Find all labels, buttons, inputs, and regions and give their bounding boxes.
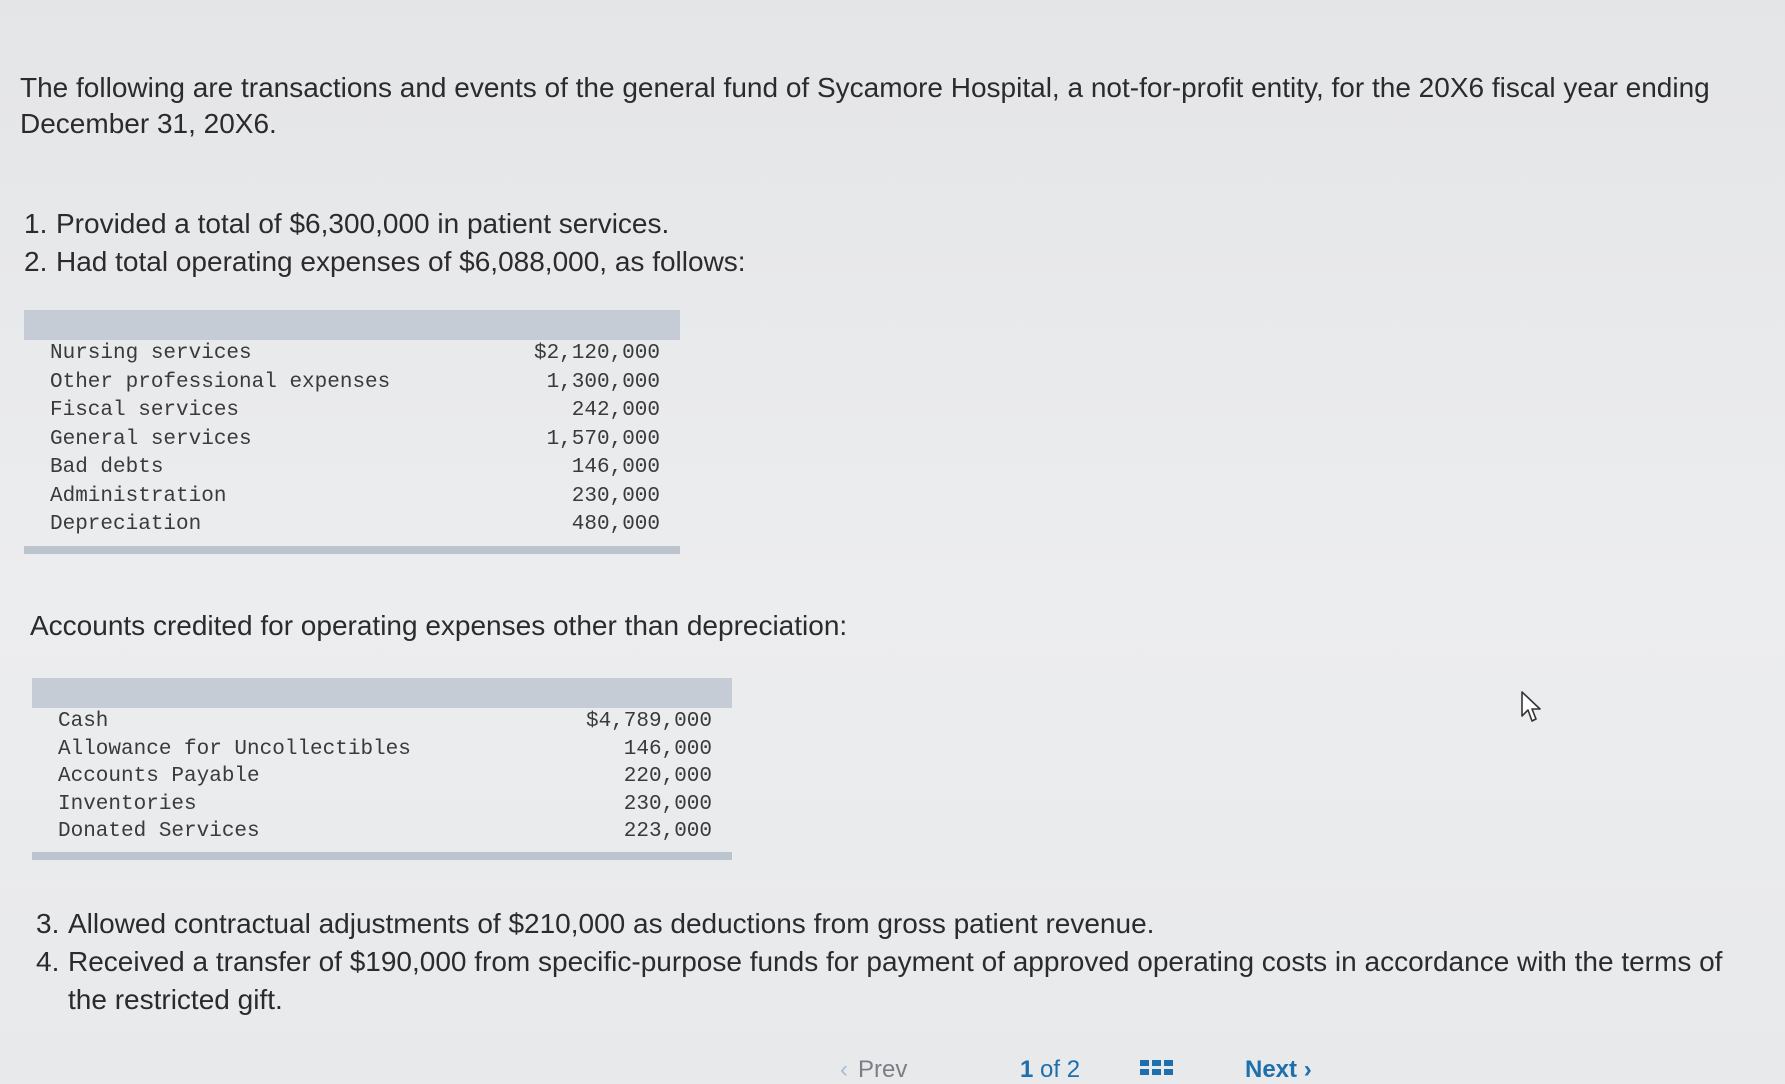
row-value: $4,789,000 bbox=[585, 710, 712, 733]
item-number: 2. bbox=[24, 246, 48, 277]
row-label: Nursing services bbox=[50, 342, 252, 365]
row-value: 146,000 bbox=[571, 456, 660, 479]
item-number: 1. bbox=[24, 208, 48, 239]
row-label: Other professional expenses bbox=[50, 370, 391, 394]
row-label: Administration bbox=[50, 484, 227, 508]
total-pages: 2 bbox=[1066, 1056, 1081, 1083]
table-row bbox=[24, 369, 680, 398]
transaction-list-top bbox=[24, 205, 746, 281]
row-value: 1,300,000 bbox=[546, 370, 660, 394]
list-item bbox=[24, 205, 746, 243]
row-value: 146,000 bbox=[623, 737, 712, 761]
row-label: Depreciation bbox=[50, 513, 202, 536]
row-label: Cash bbox=[58, 710, 109, 733]
table-row bbox=[24, 340, 680, 369]
grid-icon[interactable] bbox=[1140, 1060, 1174, 1076]
row-value: 220,000 bbox=[623, 765, 712, 788]
table-row bbox=[32, 791, 732, 819]
row-value: $2,120,000 bbox=[533, 342, 660, 365]
table-row bbox=[32, 818, 732, 846]
table-header-bar bbox=[24, 310, 680, 340]
table-row bbox=[24, 397, 680, 426]
table-row bbox=[32, 736, 732, 764]
row-label: Fiscal services bbox=[50, 399, 240, 422]
table-row bbox=[24, 426, 680, 455]
item-text: Had total operating expenses of $6,088,000, as follows: bbox=[56, 246, 746, 277]
item-text: Allowed contractual adjustments of $210,000 as deductions from gross patient revenue. bbox=[68, 908, 1155, 939]
list-item bbox=[36, 905, 1756, 943]
row-label: Inventories bbox=[58, 792, 197, 816]
list-item bbox=[24, 243, 746, 281]
table-footer-bar bbox=[32, 852, 732, 860]
row-label: Accounts Payable bbox=[58, 765, 260, 788]
current-page: 1 bbox=[1020, 1056, 1034, 1083]
table-header-bar bbox=[32, 678, 732, 708]
row-label: Bad debts bbox=[50, 456, 164, 479]
row-value: 230,000 bbox=[571, 484, 660, 508]
row-label: Allowance for Uncollectibles bbox=[58, 737, 411, 761]
item-number: 3. bbox=[36, 908, 60, 939]
item-text: Provided a total of $6,300,000 in patient services. bbox=[56, 208, 670, 239]
next-label: Next bbox=[1245, 1056, 1298, 1083]
row-value: 223,000 bbox=[623, 820, 712, 843]
table-row bbox=[32, 763, 732, 791]
intro-paragraph: The following are transactions and events of the general fund of Sycamore Hospital, a not-for-profit entity, for the 20X6 fiscal year ending December 31, 20X6. bbox=[20, 72, 1710, 139]
list-item bbox=[36, 943, 1756, 1019]
table-row bbox=[24, 483, 680, 512]
row-value: 242,000 bbox=[571, 399, 660, 422]
of-label: of bbox=[1040, 1056, 1061, 1083]
operating-expenses-table bbox=[24, 310, 680, 554]
chevron-left-icon: ‹ bbox=[840, 1056, 848, 1083]
item-number: 4. bbox=[36, 946, 60, 977]
transaction-list-bottom bbox=[36, 905, 1756, 1019]
item-text: Received a transfer of $190,000 from specific-purpose funds for payment of approved operating costs in accordance with the terms of the restricted gift. bbox=[68, 946, 1723, 1015]
credited-accounts-heading: Accounts credited for operating expenses other than depreciation: bbox=[30, 610, 848, 641]
table-row bbox=[24, 511, 680, 540]
table-row bbox=[24, 454, 680, 483]
prev-label: Prev bbox=[858, 1056, 908, 1083]
row-value: 1,570,000 bbox=[546, 427, 660, 451]
pagination bbox=[840, 1056, 1360, 1083]
table-row bbox=[32, 708, 732, 736]
credited-accounts-table bbox=[32, 678, 732, 860]
chevron-right-icon: › bbox=[1303, 1056, 1312, 1083]
row-value: 480,000 bbox=[571, 513, 660, 536]
row-value: 230,000 bbox=[623, 792, 712, 816]
row-label: Donated Services bbox=[58, 820, 260, 843]
row-label: General services bbox=[50, 427, 252, 451]
mouse-pointer-icon bbox=[1520, 690, 1544, 724]
table-footer-bar bbox=[24, 546, 680, 554]
